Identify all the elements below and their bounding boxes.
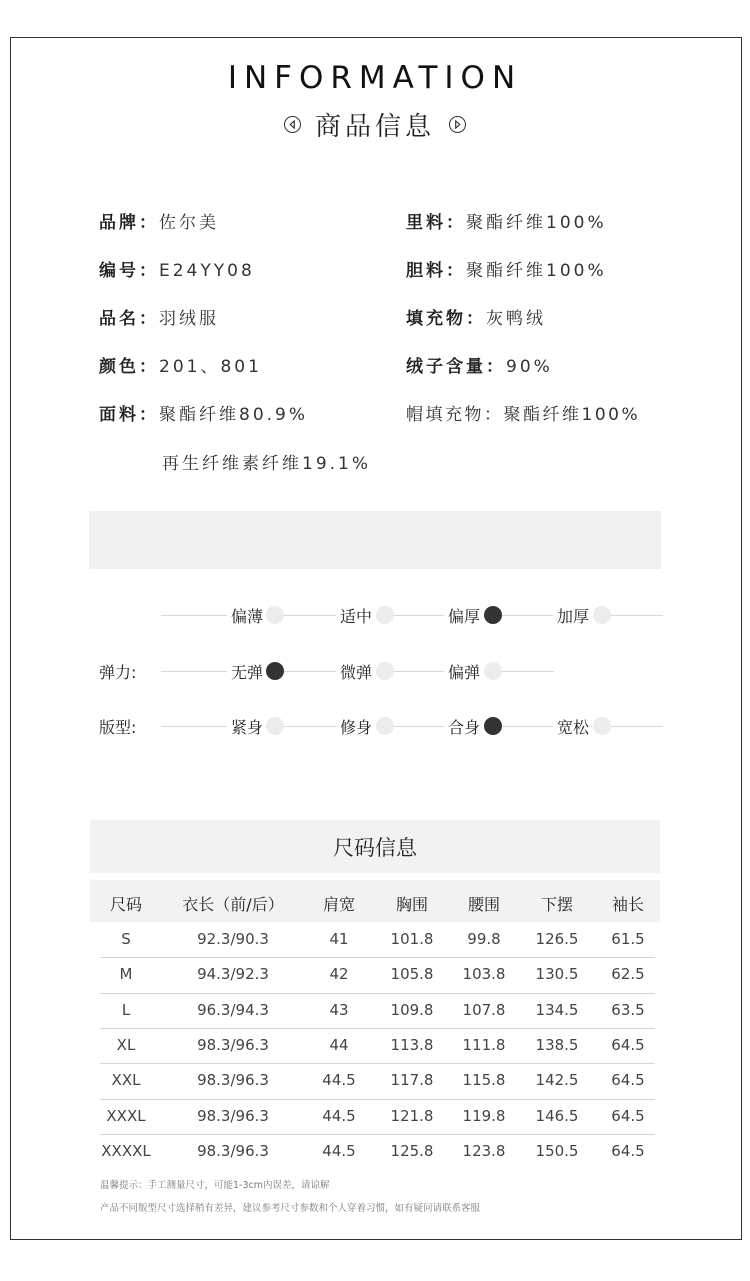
size-table-cell: 64.5	[611, 1106, 645, 1125]
size-table-cell: 64.5	[611, 1035, 645, 1054]
size-table-cell: 98.3/96.3	[197, 1071, 269, 1090]
info-lining	[406, 208, 607, 233]
circle-left-arrow-icon	[284, 116, 301, 133]
info-filling-label: 填充物：	[406, 309, 486, 329]
size-table-cell: 109.8	[390, 1000, 434, 1019]
size-table-cell: 126.5	[535, 930, 579, 948]
info-code-label: 编号：	[99, 261, 159, 281]
option-dot[interactable]	[593, 606, 611, 624]
info-code	[99, 256, 255, 281]
attribute-option-label-elasticity: 无弹	[227, 660, 267, 683]
attribute-option-label-elasticity: 偏弹	[444, 660, 484, 683]
attribute-option-label-thickness: 适中	[336, 604, 376, 627]
size-table-title: 尺码信息	[90, 820, 660, 873]
option-dot[interactable]	[376, 717, 394, 735]
size-table-cell: 111.8	[462, 1035, 506, 1054]
size-table-cell: 105.8	[390, 965, 434, 984]
option-dot[interactable]	[266, 717, 284, 735]
info-hat-filling-label: 帽填充物：	[406, 405, 504, 425]
page-title-chinese: 商品信息	[314, 112, 435, 142]
info-color-value: 201、801	[159, 357, 262, 377]
size-table-cell: 113.8	[390, 1035, 434, 1054]
size-table-header-cell: 尺码	[109, 895, 143, 914]
selected-option-dot[interactable]	[484, 717, 502, 735]
info-color-label: 颜色：	[99, 357, 159, 377]
table-row-divider	[100, 993, 655, 994]
attribute-option-label-thickness: 偏薄	[227, 604, 267, 627]
size-table-size-cell: S	[121, 930, 131, 948]
info-down-content-label: 绒子含量：	[406, 357, 506, 377]
size-table-header-band	[90, 880, 660, 922]
info-code-value: E24YY08	[159, 261, 255, 281]
info-down-content	[406, 352, 553, 377]
info-brand-value: 佐尔美	[159, 213, 219, 233]
info-inner-label: 胆料：	[406, 261, 466, 281]
info-name-value: 羽绒服	[159, 309, 219, 329]
attribute-option-label-fit: 紧身	[227, 715, 267, 738]
info-fabric-value-2: 再生纤维素纤维19.1%	[162, 454, 372, 474]
size-table-cell: 98.3/96.3	[197, 1035, 269, 1054]
size-table-cell: 142.5	[535, 1071, 579, 1090]
note-fit-advice: 产品不同版型尺寸选择稍有差异，建议参考尺寸参数和个人穿着习惯，如有疑问请联系客服	[100, 1203, 481, 1214]
info-fabric-value-1: 聚酯纤维80.9%	[159, 405, 309, 425]
size-table-cell: 138.5	[535, 1035, 579, 1054]
size-table-cell: 99.8	[467, 930, 501, 948]
size-table-size-cell: M	[119, 965, 133, 984]
size-table-header-cell: 下摆	[540, 895, 574, 914]
size-table-cell: 130.5	[535, 965, 579, 984]
size-table-cell: 96.3/94.3	[197, 1000, 269, 1019]
attribute-option-label-fit: 修身	[336, 715, 376, 738]
table-row-divider	[100, 1134, 655, 1135]
info-brand	[99, 208, 219, 233]
size-table-cell: 44.5	[322, 1141, 356, 1160]
size-table-cell: 115.8	[462, 1071, 506, 1090]
size-table-cell: 44.5	[322, 1106, 356, 1125]
option-dot[interactable]	[376, 662, 394, 680]
option-dot[interactable]	[484, 662, 502, 680]
table-row-divider	[100, 957, 655, 958]
attribute-option-label-thickness: 加厚	[553, 604, 593, 627]
info-down-content-value: 90%	[506, 357, 553, 377]
size-table-header-cell: 衣长（前/后）	[182, 895, 284, 914]
size-table-cell: 64.5	[611, 1141, 645, 1160]
info-filling	[406, 304, 546, 329]
size-table-cell: 42	[329, 965, 349, 984]
size-table-cell: 94.3/92.3	[197, 965, 269, 984]
section-divider-band	[89, 511, 661, 569]
size-table-cell: 121.8	[390, 1106, 434, 1125]
size-table-size-cell: L	[121, 1000, 131, 1019]
option-dot[interactable]	[266, 606, 284, 624]
circle-right-arrow-icon	[449, 116, 466, 133]
table-row-divider	[100, 1063, 655, 1064]
size-table-cell: 44	[329, 1035, 349, 1054]
option-dot[interactable]	[376, 606, 394, 624]
size-table-size-cell: XXXXL	[101, 1141, 151, 1160]
info-color	[99, 352, 262, 377]
size-table-cell: 119.8	[462, 1106, 506, 1125]
info-filling-value: 灰鸭绒	[486, 309, 546, 329]
size-table-cell: 41	[329, 930, 349, 948]
selected-option-dot[interactable]	[484, 606, 502, 624]
size-table-header-cell: 腰围	[467, 895, 501, 914]
size-table-cell: 134.5	[535, 1000, 579, 1019]
size-table-cell: 103.8	[462, 965, 506, 984]
attribute-option-label-fit: 合身	[444, 715, 484, 738]
size-table-cell: 107.8	[462, 1000, 506, 1019]
size-table-cell: 117.8	[390, 1071, 434, 1090]
info-lining-label: 里料：	[406, 213, 466, 233]
size-table-cell: 146.5	[535, 1106, 579, 1125]
size-table-cell: 123.8	[462, 1141, 506, 1160]
size-table-header-cell: 胸围	[395, 895, 429, 914]
attribute-option-label-elasticity: 微弹	[336, 660, 376, 683]
attribute-label-fit: 版型:	[99, 718, 137, 737]
info-fabric-label: 面料：	[99, 405, 159, 425]
size-table-header-cell: 肩宽	[322, 895, 356, 914]
size-table-cell: 98.3/96.3	[197, 1141, 269, 1160]
size-table-size-cell: XL	[116, 1035, 136, 1054]
size-table-cell: 125.8	[390, 1141, 434, 1160]
size-table-size-cell: XXXL	[106, 1106, 146, 1125]
size-table-cell: 61.5	[611, 930, 645, 948]
page-title-chinese-row	[0, 106, 750, 143]
info-inner-value: 聚酯纤维100%	[466, 261, 607, 281]
attribute-option-label-fit: 宽松	[553, 715, 593, 738]
info-fabric	[99, 400, 308, 425]
size-table-cell: 63.5	[611, 1000, 645, 1019]
info-lining-value: 聚酯纤维100%	[466, 213, 607, 233]
size-table-cell: 43	[329, 1000, 349, 1019]
size-table-cell: 98.3/96.3	[197, 1106, 269, 1125]
attribute-option-label-thickness: 偏厚	[444, 604, 484, 627]
selected-option-dot[interactable]	[266, 662, 284, 680]
size-table-cell: 64.5	[611, 1071, 645, 1090]
info-brand-label: 品牌：	[99, 213, 159, 233]
size-table-header-cell: 袖长	[611, 895, 645, 914]
table-row-divider	[100, 1028, 655, 1029]
attribute-label-elasticity: 弹力:	[99, 663, 137, 682]
page-title-english: INFORMATION	[227, 60, 523, 96]
info-inner	[406, 256, 607, 281]
size-table-cell: 150.5	[535, 1141, 579, 1160]
note-measurement: 温馨提示：手工测量尺寸，可能1-3cm内误差，请谅解	[100, 1180, 330, 1191]
info-hat-filling	[406, 400, 640, 425]
info-name-label: 品名：	[99, 309, 159, 329]
size-table-cell: 92.3/90.3	[197, 930, 269, 948]
info-hat-filling-value: 聚酯纤维100%	[503, 405, 641, 425]
info-name	[99, 304, 219, 329]
size-table-cell: 101.8	[390, 930, 434, 948]
size-table-size-cell: XXL	[111, 1071, 141, 1090]
size-table-cell: 62.5	[611, 965, 645, 984]
table-row-divider	[100, 1099, 655, 1100]
option-dot[interactable]	[593, 717, 611, 735]
size-table-cell: 44.5	[322, 1071, 356, 1090]
